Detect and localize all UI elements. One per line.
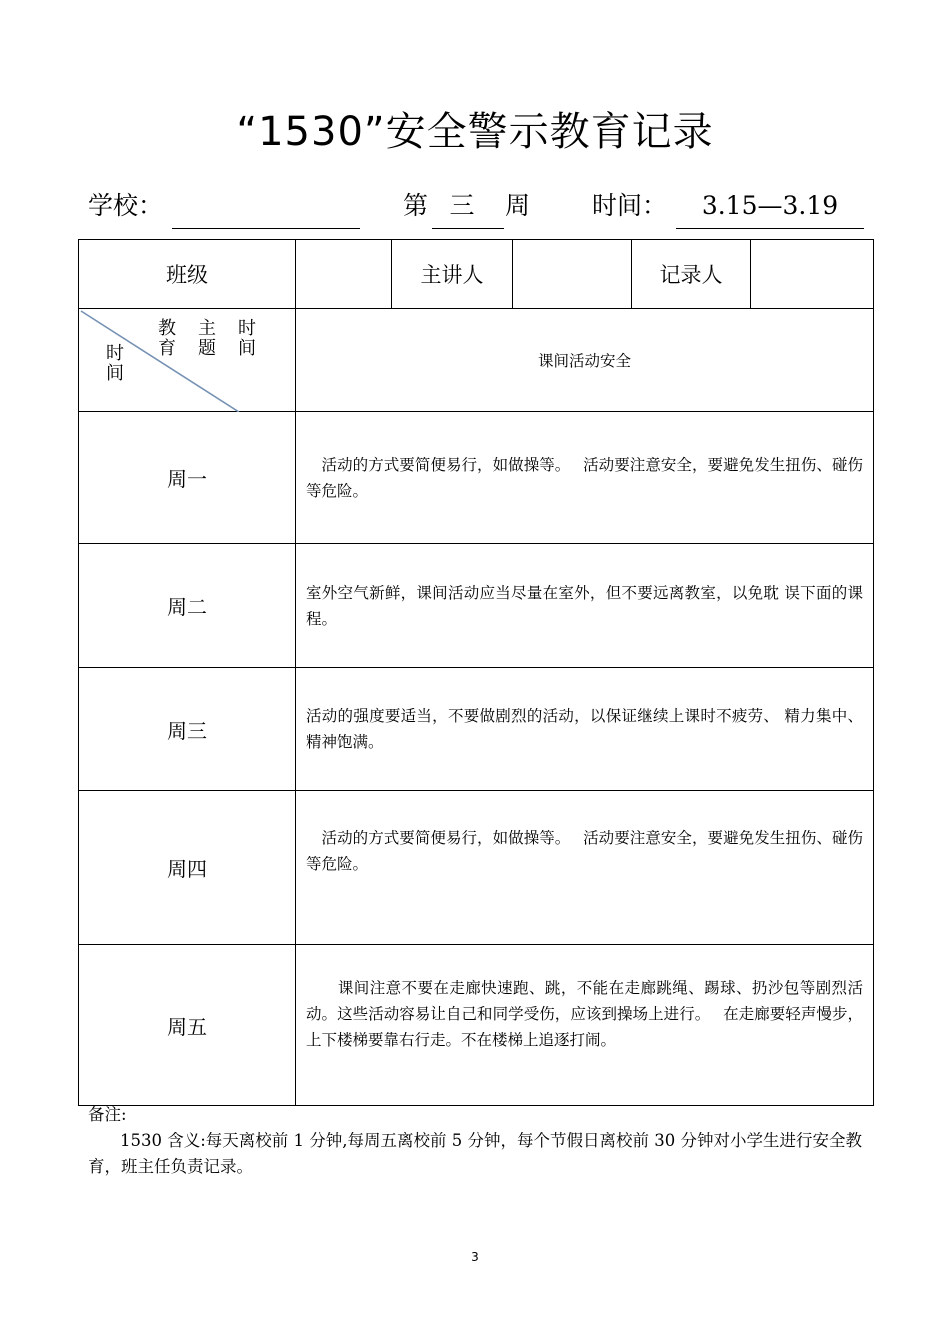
class-label: 班级 <box>79 240 296 309</box>
topic-cell: 课间活动安全 <box>296 309 874 412</box>
school-underline <box>172 228 360 229</box>
class-value <box>296 240 392 309</box>
speaker-value <box>513 240 632 309</box>
document-title: “1530”安全警示教育记录 <box>236 109 714 155</box>
day-label: 周一 <box>79 412 296 544</box>
week-suffix: 周 <box>505 191 531 220</box>
day-content: 活动的方式要简便易行，如做操等。 活动要注意安全，要避免发生扭伤、碰伤等危险。 <box>296 791 874 945</box>
notes-text: 1530 含义:每天离校前 1 分钟,每周五离校前 5 分钟，每个节假日离校前 30 分钟对小学生进行安全教育，班主任负责记录。 <box>88 1131 863 1176</box>
header-row <box>79 240 874 309</box>
day-content: 室外空气新鲜，课间活动应当尽量在室外，但不要远离教室，以免耽 误下面的课程。 <box>296 544 874 668</box>
day-label: 周四 <box>79 791 296 945</box>
time-underline <box>676 228 864 229</box>
time-value: 3.15—3.19 <box>701 191 839 220</box>
diag-label-left-b: 间 <box>106 363 124 384</box>
diag-label-middle: 育 题 间 <box>158 338 258 359</box>
day-row <box>79 412 874 544</box>
day-label: 周五 <box>79 945 296 1106</box>
day-row <box>79 945 874 1106</box>
day-row <box>79 791 874 945</box>
recorder-label: 记录人 <box>632 240 751 309</box>
notes-section <box>88 1102 868 1180</box>
topic-row <box>79 309 874 412</box>
notes-label: 备注: <box>88 1105 127 1124</box>
day-label: 周二 <box>79 544 296 668</box>
page-number: 3 <box>471 1250 479 1264</box>
day-content: 活动的强度要适当，不要做剧烈的活动，以保证继续上课时不疲劳、 精力集中、精神饱满。 <box>296 668 874 791</box>
day-row <box>79 544 874 668</box>
diag-label-left-a: 时 <box>106 343 124 364</box>
week-value: 三 <box>449 191 475 220</box>
recorder-value <box>751 240 874 309</box>
week-underline <box>432 228 504 229</box>
day-label: 周三 <box>79 668 296 791</box>
speaker-label: 主讲人 <box>392 240 513 309</box>
day-row <box>79 668 874 791</box>
week-prefix: 第 <box>403 191 429 220</box>
day-content: 活动的方式要简便易行，如做操等。 活动要注意安全，要避免发生扭伤、碰伤等危险。 <box>296 412 874 544</box>
diagonal-header-cell <box>79 309 296 412</box>
day-content: 课间注意不要在走廊快速跑、跳，不能在走廊跳绳、踢球、扔沙包等剧烈活动。这些活动容易让自己和同学受伤，应该到操场上进行。 在走廊要轻声慢步，上下楼梯要靠右行走。不在楼梯上追逐打闹。 <box>296 945 874 1106</box>
school-label: 学校： <box>88 191 164 220</box>
record-table <box>78 239 874 1106</box>
time-label: 时间： <box>592 191 668 220</box>
diag-label-top: 教 主 时 <box>158 318 258 339</box>
